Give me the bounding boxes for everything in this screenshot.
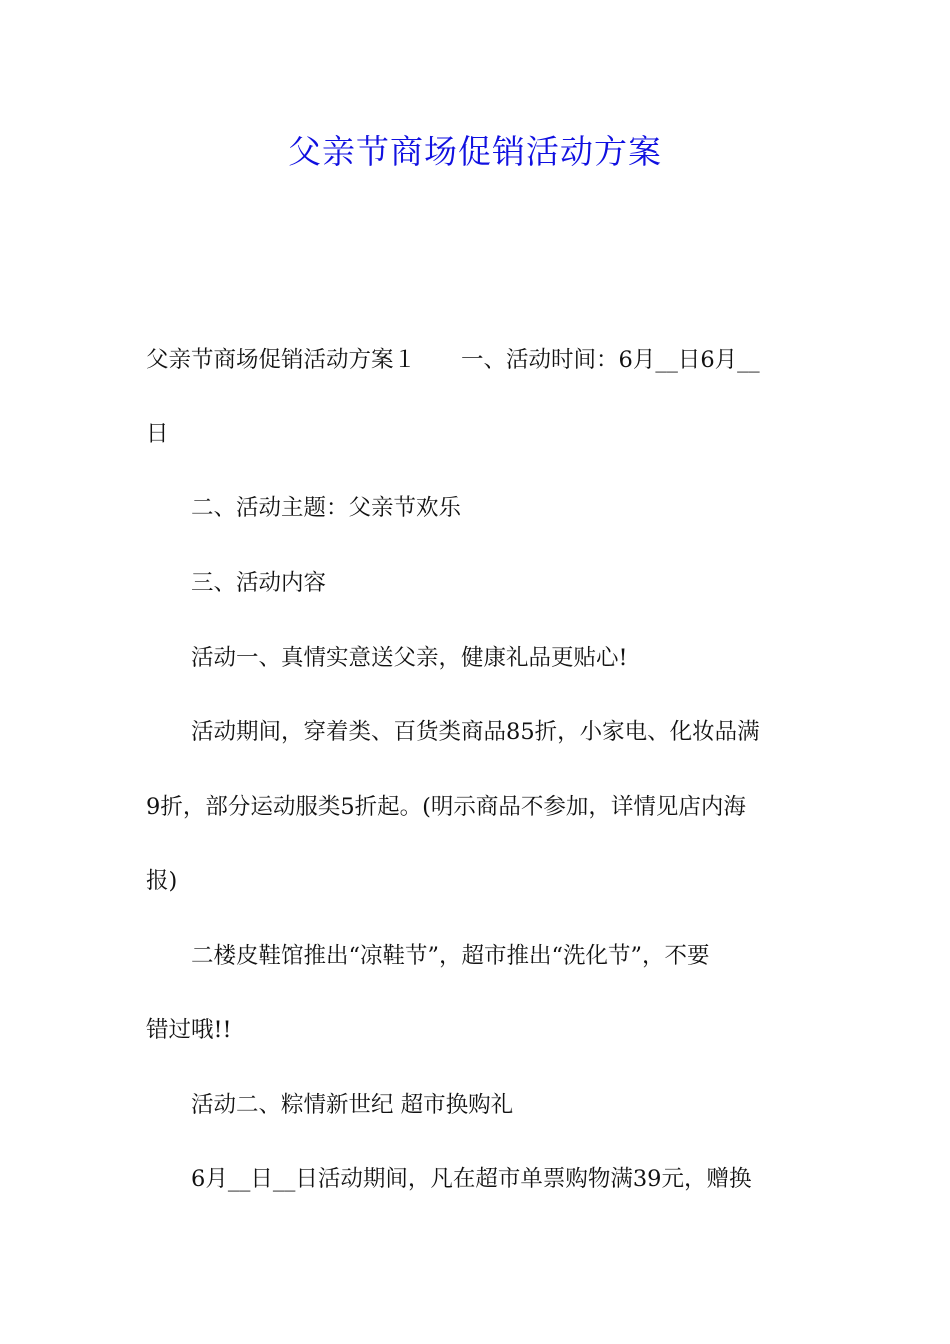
paragraph-line: 活动二、粽情新世纪 超市换购礼 xyxy=(146,1092,514,1118)
paragraph-line: 活动期间，穿着类、百货类商品85折，小家电、化妆品满 xyxy=(146,719,760,745)
paragraph-line: 6月__日__日活动期间，凡在超市单票购物满39元，赠换 xyxy=(146,1166,752,1192)
paragraph-line: 二、活动主题：父亲节欢乐 xyxy=(146,495,462,521)
paragraph-line: 三、活动内容 xyxy=(146,570,327,596)
paragraph-line: 9折，部分运动服类5折起。(明示商品不参加，详情见店内海 xyxy=(146,794,746,820)
document-title: 父亲节商场促销活动方案 xyxy=(288,132,662,171)
paragraph-line: 二楼皮鞋馆推出“凉鞋节”，超市推出“洗化节”，不要 xyxy=(146,943,710,969)
paragraph-line: 日 xyxy=(146,421,169,447)
paragraph-line: 父亲节商场促销活动方案１ 一、活动时间：6月__日6月__ xyxy=(146,347,760,373)
paragraph-line: 错过哦!! xyxy=(146,1017,232,1043)
paragraph-line: 活动一、真情实意送父亲，健康礼品更贴心! xyxy=(146,645,628,671)
paragraph-line: 报) xyxy=(146,868,178,894)
